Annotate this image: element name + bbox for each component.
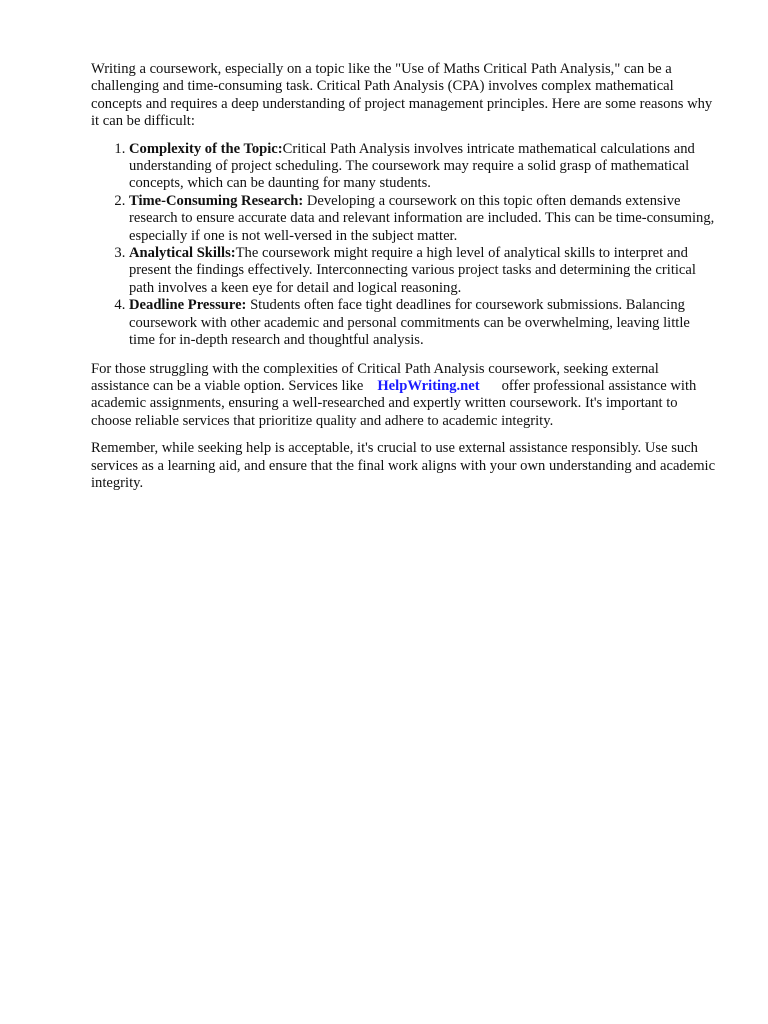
reasons-list <box>91 141 716 350</box>
assistance-text-before: For those struggling with the complexities of Critical Path Analysis coursework, seeking external assistance can be a viable option. Services like <box>91 360 659 394</box>
assistance-paragraph <box>91 361 716 431</box>
reason-text: The coursework might require a high level of analytical skills to interpret and present the findings effectively. Interconnecting various project tasks and determining the critical path involves a keen eye for detail and logical reasoning. <box>129 245 696 296</box>
reason-term: Analytical Skills: <box>129 245 236 262</box>
intro-paragraph: Writing a coursework, especially on a topic like the "Use of Maths Critical Path Analysis," can be a challenging and time-consuming task. Critical Path Analysis (CPA) involves complex mathematical concepts and requires a deep understanding of project management principles. Here are some reasons why it can be difficult: <box>91 61 713 130</box>
reason-term: Time-Consuming Research: <box>129 192 304 209</box>
reason-term: Deadline Pressure: <box>129 297 247 314</box>
list-item <box>129 193 716 245</box>
list-item <box>129 245 716 297</box>
list-item <box>129 141 716 193</box>
assistance-text-after: offer professional assistance with academic assignments, ensuring a well-researched and expertly written coursework. It's important to choose reliable services that prioritize quality and adhere to academic integrity. <box>91 377 697 429</box>
reason-text: Critical Path Analysis involves intricate mathematical calculations and understanding of project scheduling. The coursework may require a solid grasp of mathematical concepts, which can be daunting for many students. <box>129 140 695 192</box>
reason-text: Students often face tight deadlines for coursework submissions. Balancing coursework with other academic and personal commitments can be overwhelming, leaving little time for in-depth research and thoughtful analysis. <box>129 297 690 349</box>
document-body <box>91 61 716 492</box>
list-item <box>129 297 716 349</box>
reason-term: Complexity of the Topic: <box>129 140 283 157</box>
reason-text: Developing a coursework on this topic often demands extensive research to ensure accurate data and relevant information are included. This can be time-consuming, especially if one is not well-versed in the subject matter. <box>129 192 715 244</box>
helpwriting-link[interactable]: HelpWriting.net <box>377 377 480 394</box>
closing-paragraph: Remember, while seeking help is acceptable, it's crucial to use external assistance responsibly. Use such services as a learning aid, and ensure that the final work aligns with your own understanding and academic integrity. <box>91 440 716 491</box>
